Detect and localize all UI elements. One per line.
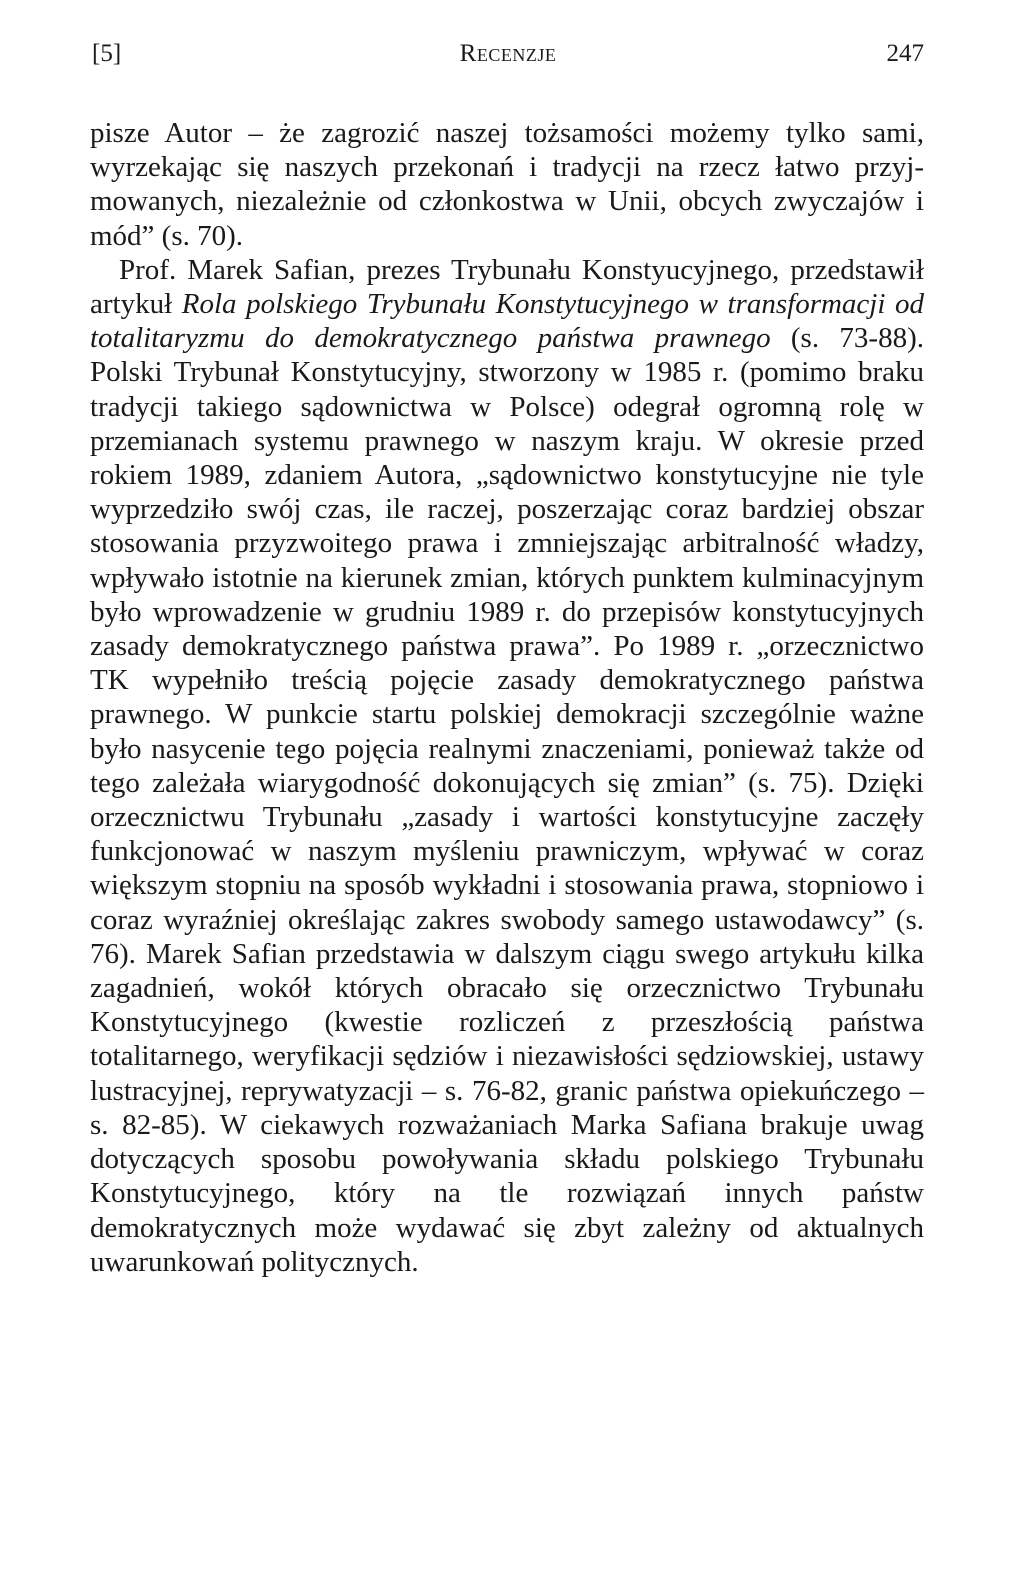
page-number: 247 [886, 40, 924, 67]
article-title: Rola polskiego Trybunału Konstytucyjnego w transformacji od totalitaryzmu do demokratycznego państwa prawnego [90, 288, 924, 355]
running-header [92, 34, 924, 74]
paragraph-2-intro: Prof. Marek Safian, prezes Trybunału Konstyucyjnego, przedstawił artykuł [90, 253, 924, 321]
running-title: Recenzje [459, 40, 557, 67]
paragraph-2 [90, 253, 924, 1279]
paragraph-1: pisze Autor – że zagrozić naszej tożsamości możemy tylko sami, wyrzekając się naszych przekonań i tradycji na rzecz łatwo przyjmowanych, niezależnie od członkostwa w Unii, obcych zwyczajów i mód” (s. 70). [90, 117, 924, 252]
paragraph-2-body: (s. 73-88). Polski Trybunał Konstytucyjny, stworzony w 1985 r. (pomimo braku tradycji takiego sądownictwa w Polsce) odegrał ogromną rolę w przemianach systemu prawnego w naszym kraju. W okresie przed rokiem 1989, zdaniem Autora, „sądownictwo konstytucyjne nie tyle wyprzedziło swój czas, ile raczej, poszerzając coraz bardziej obszar stosowania przyzwoitego prawa i zmniejszając arbitralność władzy, wpływało istotnie na kierunek zmian, których punktem kulminacyjnym było wprowadzenie w grudniu 1989 r. do przepisów konstytucyjnych zasady demokratycznego państwa prawa”. Po 1989 r. „orzecznictwo TK wypełniło treścią pojęcie zasady demokratycznego państwa prawnego. W punkcie startu polskiej demokracji szczególnie ważne było nasycenie tego pojęcia realnymi znaczeniami, ponieważ także od tego zależała wiarygodność dokonujących się zmian” (s. 75). Dzięki orzecznictwu Trybunału „zasady i wartości konstytucyjne zaczęły funkcjonować w naszym myśleniu prawniczym, wpływać w coraz większym stopniu na sposób wykładni i stosowania prawa, stopniowo i coraz wyraźniej określając zakres swobody samego ustawodawcy” (s. 76). Marek Safian przedstawia w dalszym ciągu swego artykułu kilka zagadnień, wokół których obracało się orzecznictwo Trybunału Konstytucyjnego (kwestie rozliczeń z przeszłością państwa totalitarnego, weryfikacji sędziów i niezawisłości sędziowskiej, ustawy lustracyjnej, reprywatyzacji – s. 76-82, granic państwa opiekuńczego – s. 82-85). W ciekawych rozważaniach Marka Safiana brakuje uwag dotyczących sposobu powoływania składu polskiego Trybunału Konstytucyjnego, który na tle rozwiązań innych państw demokratycznych może wydawać się zbyt zależny od aktualnych uwarunkowań politycznych. [90, 322, 924, 1278]
body-text [90, 116, 924, 1279]
section-number: [5] [92, 40, 122, 67]
